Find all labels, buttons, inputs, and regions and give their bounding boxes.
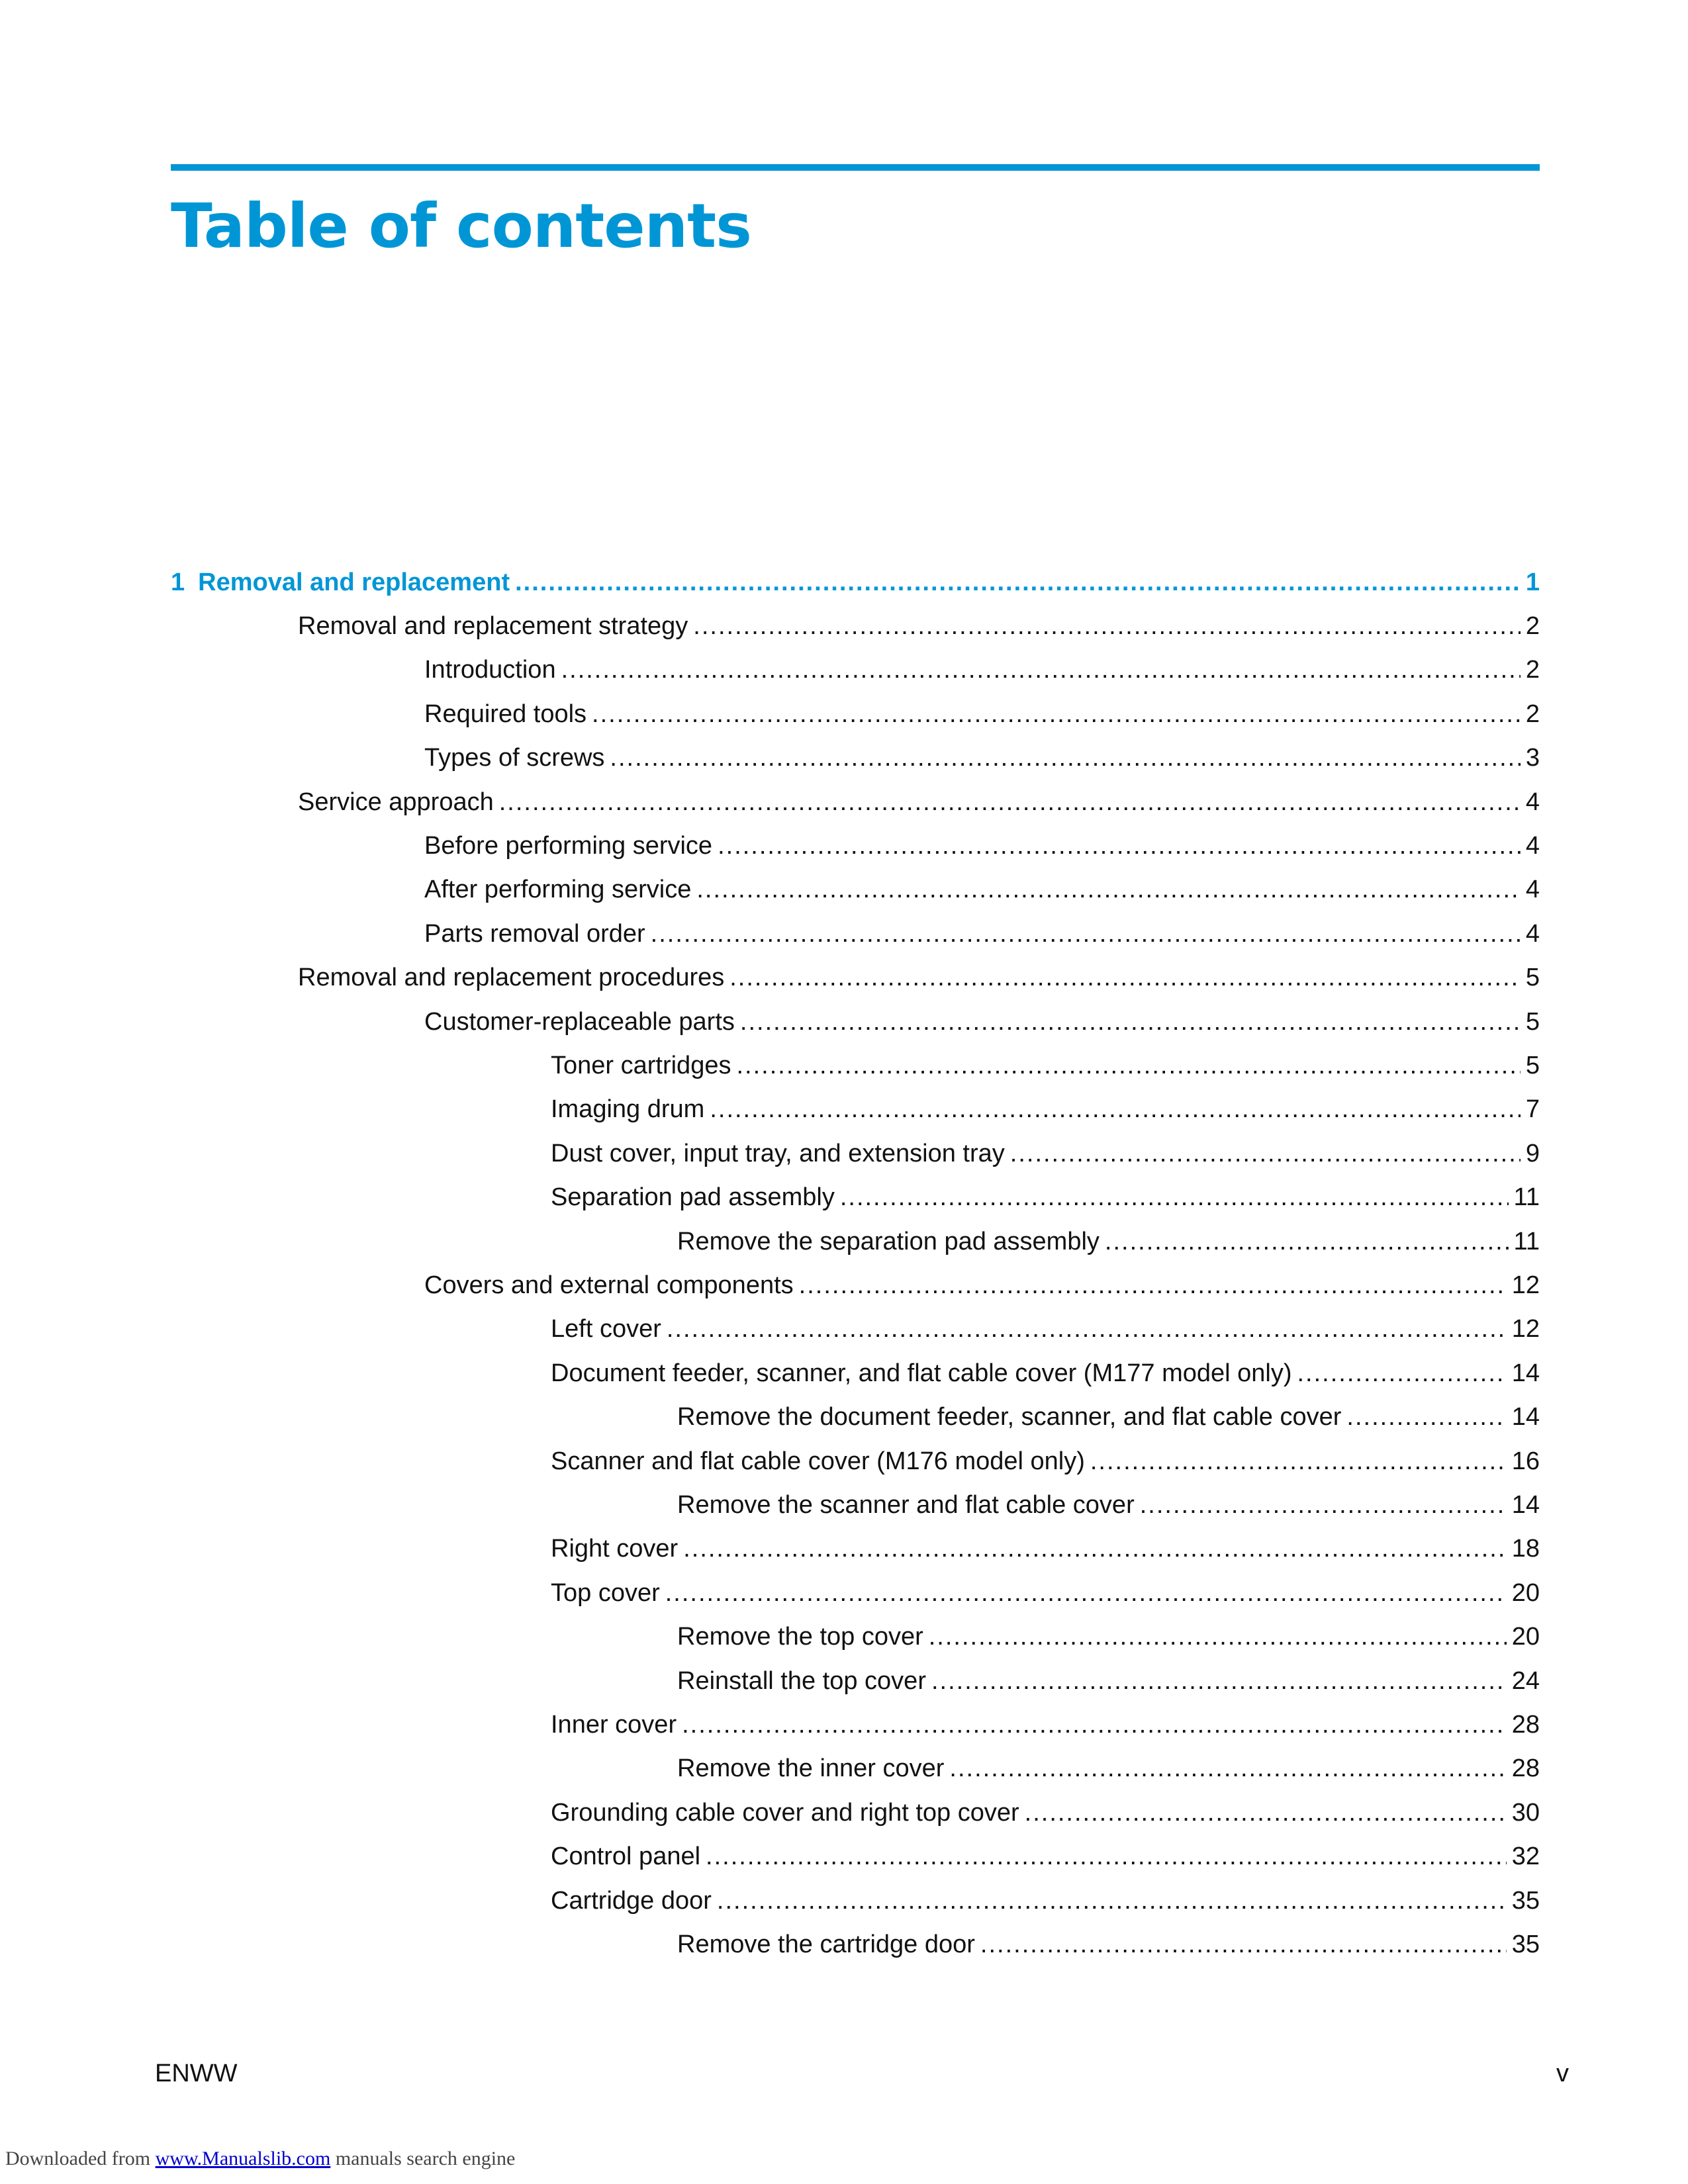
toc-entry[interactable]: [424, 827, 1540, 864]
toc-page-number: 18: [1511, 1535, 1540, 1563]
toc-entry[interactable]: [551, 1794, 1540, 1831]
toc-entry-title: Inner cover: [551, 1711, 677, 1739]
dot-leader: [736, 1047, 1520, 1084]
dot-leader: [706, 1838, 1507, 1875]
dot-leader: [665, 1574, 1507, 1612]
toc-entry-title: Remove the scanner and flat cable cover: [677, 1491, 1135, 1519]
toc-entry[interactable]: [551, 1530, 1540, 1567]
dot-leader: [1090, 1443, 1507, 1480]
toc-page-number: 28: [1511, 1711, 1540, 1739]
toc-entry[interactable]: [424, 651, 1540, 688]
toc-chapter-title: [171, 564, 510, 601]
toc-entry-title: Removal and replacement strategy: [298, 612, 688, 640]
toc-entry-title: Covers and external components: [424, 1271, 794, 1299]
toc-page-number: 28: [1511, 1754, 1540, 1782]
toc-page-number: 32: [1511, 1843, 1540, 1870]
toc-entry-title: Control panel: [551, 1843, 701, 1870]
toc-entry-title: Right cover: [551, 1535, 679, 1563]
dot-leader: [592, 696, 1521, 733]
dot-leader: [682, 1706, 1507, 1743]
toc-entry-title: Grounding cable cover and right top cover: [551, 1799, 1019, 1827]
toc-page-number: 4: [1525, 788, 1540, 816]
toc-entry-title: Customer-replaceable parts: [424, 1008, 735, 1036]
toc-entry-title: After performing service: [424, 876, 692, 903]
dot-leader: [1010, 1135, 1521, 1172]
dot-leader: [693, 608, 1521, 645]
toc-entry[interactable]: [424, 739, 1540, 776]
toc-page-number: 12: [1511, 1315, 1540, 1343]
toc-entry-title: Left cover: [551, 1315, 661, 1343]
dot-leader: [717, 1882, 1507, 1919]
toc-entry[interactable]: [424, 1003, 1540, 1040]
footer-page-number: v: [1556, 2060, 1569, 2087]
toc-page-number: 5: [1525, 1052, 1540, 1079]
toc-page-number: 5: [1525, 964, 1540, 991]
download-note-suffix: manuals search engine: [335, 2148, 516, 2169]
toc-entry[interactable]: [677, 1398, 1540, 1435]
toc-entry[interactable]: [551, 1443, 1540, 1480]
toc-entry-title: Removal and replacement procedures: [298, 964, 725, 991]
toc-entry-title: Remove the document feeder, scanner, and flat cable cover: [677, 1403, 1342, 1431]
toc-page-number: 2: [1525, 700, 1540, 728]
toc-page-number: 4: [1525, 920, 1540, 948]
toc-entry[interactable]: [298, 784, 1540, 821]
toc-page-number: 5: [1525, 1008, 1540, 1036]
toc-page-number: 9: [1525, 1140, 1540, 1167]
toc-page-number: 7: [1525, 1095, 1540, 1123]
dot-leader: [1346, 1398, 1506, 1435]
toc-entry-title: Service approach: [298, 788, 494, 816]
toc-page-number: 35: [1511, 1931, 1540, 1958]
toc-entry[interactable]: [551, 1179, 1540, 1216]
toc-page-number: 30: [1511, 1799, 1540, 1827]
toc-entry[interactable]: [551, 1355, 1540, 1392]
toc-entry[interactable]: [677, 1662, 1540, 1700]
toc-entry[interactable]: [677, 1223, 1540, 1260]
toc-page-number: 20: [1511, 1623, 1540, 1651]
toc-page-number: 24: [1511, 1667, 1540, 1695]
download-note: [5, 2146, 515, 2172]
dot-leader: [683, 1530, 1507, 1567]
toc-entry[interactable]: [298, 959, 1540, 996]
download-note-prefix: Downloaded from: [5, 2148, 151, 2169]
toc-entry[interactable]: [551, 1091, 1540, 1128]
toc-entry-title: Top cover: [551, 1579, 660, 1607]
toc-entry[interactable]: [551, 1882, 1540, 1919]
dot-leader: [1297, 1355, 1507, 1392]
dot-leader: [799, 1267, 1507, 1304]
toc-page-number: 1: [1525, 569, 1540, 596]
toc-entry-title: Required tools: [424, 700, 587, 728]
dot-leader: [980, 1926, 1507, 1963]
page-title: Table of contents: [171, 191, 751, 261]
dot-leader: [651, 915, 1521, 952]
toc-page-number: 2: [1525, 612, 1540, 640]
toc-entry-title: Remove the cartridge door: [677, 1931, 975, 1958]
dot-leader: [499, 784, 1521, 821]
chapter-title: Removal and replacement: [198, 569, 510, 596]
toc-entry[interactable]: [551, 1838, 1540, 1875]
dot-leader: [949, 1750, 1506, 1787]
toc-entry-title: Before performing service: [424, 832, 713, 860]
toc-entry[interactable]: [424, 1267, 1540, 1304]
dot-leader: [718, 827, 1521, 864]
dot-leader: [667, 1310, 1507, 1347]
toc-page-number: 35: [1511, 1887, 1540, 1915]
toc-entry[interactable]: [551, 1310, 1540, 1347]
dot-leader: [729, 959, 1521, 996]
toc-page-number: 11: [1513, 1183, 1540, 1211]
toc-entry-title: Reinstall the top cover: [677, 1667, 926, 1695]
toc-entry-title: Separation pad assembly: [551, 1183, 835, 1211]
manualslib-link[interactable]: www.Manualslib.com: [155, 2148, 331, 2169]
dot-leader: [929, 1618, 1507, 1655]
dot-leader: [931, 1662, 1507, 1700]
toc-page-number: 4: [1525, 876, 1540, 903]
toc-page-number: 3: [1525, 744, 1540, 772]
toc-page-number: 16: [1511, 1447, 1540, 1475]
toc-entry-title: Remove the top cover: [677, 1623, 923, 1651]
toc-entry[interactable]: [424, 696, 1540, 733]
toc-entry[interactable]: [424, 871, 1540, 908]
toc-entry-title: Imaging drum: [551, 1095, 705, 1123]
toc-chapter-entry[interactable]: [171, 564, 1540, 601]
toc-entry-title: Parts removal order: [424, 920, 645, 948]
toc-entry-title: Document feeder, scanner, and flat cable cover (M177 model only): [551, 1359, 1292, 1387]
dot-leader: [515, 564, 1521, 601]
dot-leader: [840, 1179, 1509, 1216]
toc-entry[interactable]: [677, 1618, 1540, 1655]
toc-entry[interactable]: [424, 915, 1540, 952]
toc-entry[interactable]: [677, 1750, 1540, 1787]
dot-leader: [1140, 1486, 1507, 1524]
toc-entry[interactable]: [551, 1047, 1540, 1084]
toc-entry-title: Scanner and flat cable cover (M176 model only): [551, 1447, 1085, 1475]
toc-entry-title: Remove the inner cover: [677, 1754, 945, 1782]
toc-page-number: 14: [1511, 1491, 1540, 1519]
toc-entry-title: Introduction: [424, 656, 556, 684]
toc-entry-title: Remove the separation pad assembly: [677, 1228, 1100, 1255]
toc-page-number: 11: [1513, 1228, 1540, 1255]
toc-entry-title: Types of screws: [424, 744, 605, 772]
chapter-number: 1: [171, 569, 185, 596]
toc-entry[interactable]: [677, 1926, 1540, 1963]
toc-entry[interactable]: [551, 1574, 1540, 1612]
dot-leader: [696, 871, 1520, 908]
footer-left-label: ENWW: [155, 2060, 238, 2087]
toc-page-number: 14: [1511, 1359, 1540, 1387]
toc-page-number: 14: [1511, 1403, 1540, 1431]
dot-leader: [1025, 1794, 1507, 1831]
toc-page-number: 2: [1525, 656, 1540, 684]
toc-page-number: 20: [1511, 1579, 1540, 1607]
toc-entry-title: Cartridge door: [551, 1887, 712, 1915]
dot-leader: [710, 1091, 1521, 1128]
toc-page-number: 12: [1511, 1271, 1540, 1299]
dot-leader: [740, 1003, 1521, 1040]
toc-entry-title: Toner cartridges: [551, 1052, 731, 1079]
dot-leader: [561, 651, 1521, 688]
dot-leader: [1105, 1223, 1509, 1260]
toc-entry-title: Dust cover, input tray, and extension tray: [551, 1140, 1005, 1167]
toc-entry[interactable]: [551, 1706, 1540, 1743]
toc-entry[interactable]: [298, 608, 1540, 645]
toc-entry[interactable]: [551, 1135, 1540, 1172]
toc-page-number: 4: [1525, 832, 1540, 860]
toc-entry[interactable]: [677, 1486, 1540, 1524]
dot-leader: [610, 739, 1520, 776]
